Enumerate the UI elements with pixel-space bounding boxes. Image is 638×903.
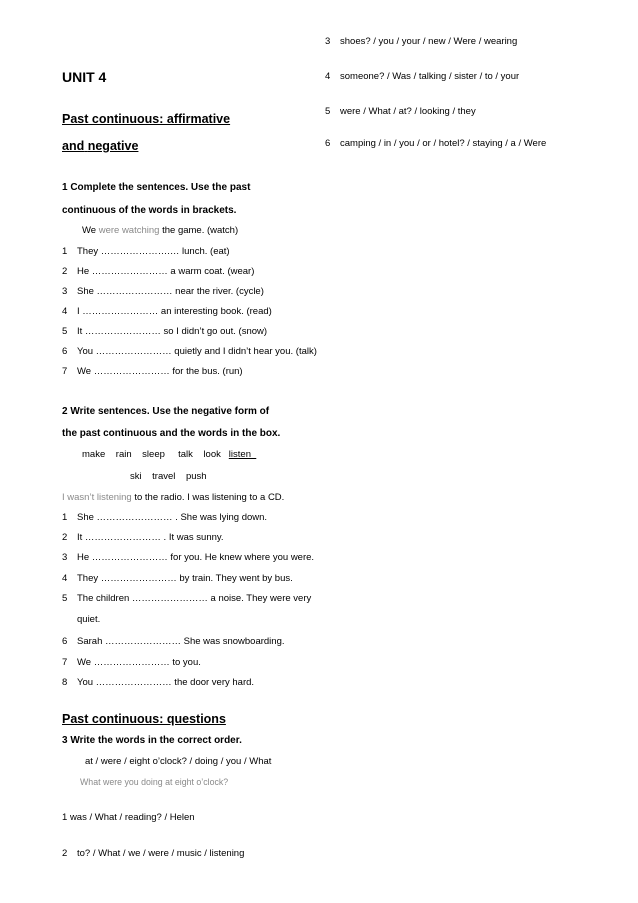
exercise2-example: I wasn’t listening to the radio. I was listening to a CD. [62, 492, 285, 503]
exercise1-item: 7 We …………………… for the bus. (run) [62, 366, 243, 377]
exercise3-instruction: 3 Write the words in the correct order. [62, 735, 242, 746]
word-listen: listen [228, 449, 251, 460]
example-answer: I wasn’t listening [62, 492, 132, 503]
exercise3-example-answer: What were you doing at eight o’clock? [80, 777, 229, 787]
exercise1-instruction-line1: 1 Complete the sentences. Use the past [62, 182, 251, 193]
section2-heading: Past continuous: questions [62, 712, 226, 726]
exercise2-item: 4 They …………………… by train. They went by bus. [62, 573, 293, 584]
exercise2-item: 7 We …………………… to you. [62, 657, 201, 668]
exercise2-item: 6 Sarah …………………… She was snowboarding. [62, 636, 285, 647]
exercise3-item: 1 was / What / reading? / Helen [62, 812, 195, 823]
exercise2-instruction-line1: 2 Write sentences. Use the negative form of [62, 406, 270, 417]
exercise1-example: We were watching the game. (watch) [82, 225, 239, 236]
exercise2-item: 8 You …………………… the door very hard. [62, 677, 255, 688]
section1-heading-line2 [62, 139, 138, 153]
unit-title: UNIT 4 [62, 69, 107, 85]
heading-and: and [62, 139, 85, 153]
heading-negative: negative [87, 139, 139, 153]
word-box-line1: make rain sleep talk look listen [82, 449, 251, 460]
section1-heading-line1: Past continuous: affirmative [62, 112, 231, 126]
exercise3-item: 2 to? / What / we / were / music / listening [62, 848, 245, 859]
right-item-6: 6 camping / in / you / or / hotel? / staying / a / Were [325, 138, 547, 149]
exercise1-item: 2 He …………………… a warm coat. (wear) [62, 266, 255, 277]
exercise1-item: 3 She …………………… near the river. (cycle) [62, 286, 264, 297]
exercise2-item: 5 The children …………………… a noise. They were very [62, 593, 312, 604]
exercise1-item: 4 I …………………… an interesting book. (read) [62, 306, 272, 317]
exercise1-item: 5 It …………………… so I didn’t go out. (snow) [62, 326, 268, 337]
right-item-4: 4 someone? / Was / talking / sister / to / your [325, 71, 520, 82]
exercise2-item: 2 It …………………… . It was sunny. [62, 532, 224, 543]
exercise2-item-continuation: quiet. [77, 614, 101, 625]
exercise1-item: 1 They ………………….… lunch. (eat) [62, 246, 230, 257]
example-answer: were watching [98, 225, 160, 236]
word-box-line2: ski travel push [130, 471, 207, 482]
exercise2-instruction-line2: the past continuous and the words in the box. [62, 428, 281, 439]
exercise3-example-prompt: at / were / eight o’clock? / doing / you / What [85, 756, 272, 767]
right-item-5: 5 were / What / at? / looking / they [325, 106, 476, 117]
right-item-3: 3 shoes? / you / your / new / Were / wearing [325, 36, 518, 47]
exercise2-item: 1 She …………………… . She was lying down. [62, 512, 268, 523]
exercise1-item: 6 You …………………… quietly and I didn’t hear you. (talk) [62, 346, 317, 357]
exercise2-item: 3 He …………………… for you. He knew where you were. [62, 552, 315, 563]
exercise1-instruction-line2: continuous of the words in brackets. [62, 205, 237, 216]
